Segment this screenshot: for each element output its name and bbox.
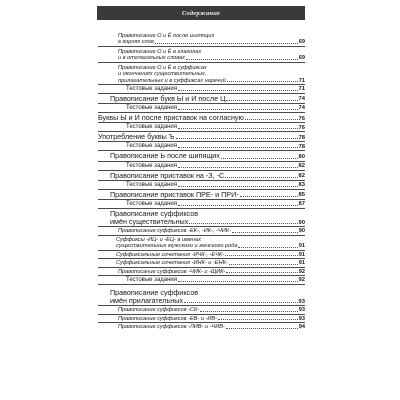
table-of-contents — [98, 22, 305, 331]
toc-entry — [98, 49, 305, 62]
entry-separator — [98, 180, 305, 181]
toc-entry-title: в корнях слов — [118, 39, 154, 46]
toc-entry — [98, 237, 305, 250]
toc-entry-row — [126, 124, 305, 131]
toc-entry-row — [118, 55, 305, 61]
page-number: 92 — [298, 268, 305, 275]
dot-leader — [229, 264, 298, 265]
entry-separator — [98, 314, 305, 315]
toc-entry-row — [110, 172, 305, 180]
toc-entry — [98, 143, 305, 150]
toc-entry-line: Правописание суффиксов — [110, 287, 199, 297]
toc-entry-title: Правописание суффиксов -ЧИК- и -ЩИК- — [118, 268, 226, 275]
toc-entry-row — [110, 218, 305, 226]
toc-entry — [98, 307, 305, 313]
toc-entry-row — [116, 252, 305, 258]
dot-leader — [225, 255, 298, 256]
toc-entry-row — [126, 105, 305, 112]
toc-entry-title: и в отглагольных словах — [118, 55, 185, 62]
toc-entry — [98, 269, 305, 275]
entry-separator — [98, 103, 305, 104]
toc-entry-line: Правописание суффиксов — [110, 208, 199, 218]
dot-leader — [178, 128, 298, 129]
page-number: 74 — [298, 96, 305, 103]
entry-separator — [98, 141, 305, 142]
toc-entry-row — [118, 228, 305, 234]
entry-separator — [98, 305, 305, 306]
toc-entry — [98, 182, 305, 189]
toc-entry-row — [126, 143, 305, 150]
dot-leader — [218, 319, 298, 320]
entry-separator — [98, 226, 305, 227]
page-number: 93 — [298, 298, 305, 305]
dot-leader — [226, 100, 297, 101]
toc-entry-title: Правописание суффиксов -ЕК-, -ИК-, -ЧИК- — [118, 228, 231, 235]
dot-leader — [178, 205, 298, 206]
page-number: 78 — [298, 134, 305, 141]
entry-separator — [98, 258, 305, 259]
toc-entry — [98, 152, 305, 160]
toc-entry-title: Суффиксальные сочетания -ИЧК-, -ЕЧК- — [116, 251, 225, 258]
toc-entry-title: прилагательных и в суффиксах наречий — [118, 77, 226, 84]
entry-separator — [98, 250, 305, 251]
toc-entry-title: Тестовые задания — [126, 181, 178, 188]
page-number: 71 — [298, 77, 305, 84]
toc-entry — [98, 324, 305, 330]
dot-leader — [178, 147, 298, 148]
page-number: 90 — [298, 228, 305, 235]
dot-leader — [178, 186, 298, 187]
toc-entry-row — [110, 95, 305, 103]
dot-leader — [245, 119, 298, 120]
dot-leader — [240, 196, 298, 197]
entry-separator — [98, 284, 305, 285]
toc-entry-title: имён существительных — [110, 217, 189, 227]
toc-entry — [98, 105, 305, 112]
toc-entry-row — [98, 133, 305, 141]
dot-leader — [200, 311, 298, 312]
dot-leader — [176, 138, 298, 139]
page-number: 78 — [298, 143, 305, 150]
toc-entry-title: Тестовые задания — [126, 200, 178, 207]
toc-entry — [98, 210, 305, 227]
toc-entry — [98, 201, 305, 208]
toc-entry-row — [118, 307, 305, 313]
toc-entry-title: Буквы Ы и И после приставок на согласную — [98, 113, 244, 123]
toc-entry — [98, 65, 305, 84]
page-title: Содержание — [181, 9, 221, 17]
toc-entry-line: Правописание О и Ё после шипящих — [118, 33, 215, 39]
entry-separator — [98, 322, 305, 323]
header-band — [97, 6, 305, 20]
page-number: 80 — [298, 153, 305, 160]
toc-entry-row — [126, 163, 305, 170]
toc-entry-row — [110, 297, 305, 305]
toc-entry-title: Правописание суффиксов -ЕВ- и -ИВ- — [118, 315, 217, 322]
page-number: 76 — [298, 124, 305, 131]
page-number: 74 — [298, 105, 305, 112]
toc-entry-title: Тестовые задания — [126, 85, 178, 92]
toc-entry-title: Тестовые задания — [126, 162, 178, 169]
page-number: 91 — [298, 260, 305, 267]
toc-entry — [98, 191, 305, 199]
toc-entry-row — [118, 324, 305, 330]
toc-entry — [98, 86, 305, 93]
dot-leader — [227, 81, 298, 82]
toc-entry — [98, 289, 305, 306]
toc-entry — [98, 33, 305, 46]
toc-entry — [98, 172, 305, 180]
toc-entry-title: Тестовые задания — [126, 276, 178, 283]
toc-entry — [98, 316, 305, 322]
toc-entry-row — [110, 191, 305, 199]
toc-entry-title: Правописание приставок ПРЕ- и ПРИ- — [110, 189, 239, 199]
toc-entry-row — [118, 78, 305, 84]
page-number: 69 — [298, 39, 305, 46]
page-number: 82 — [298, 162, 305, 169]
toc-entry-title: Тестовые задания — [126, 124, 178, 131]
dot-leader — [225, 177, 297, 178]
page-number: 94 — [298, 324, 305, 331]
toc-entry-row — [110, 152, 305, 160]
toc-entry-title: имён прилагательных — [110, 296, 183, 306]
toc-entry-row — [118, 39, 305, 45]
dot-leader — [178, 167, 298, 168]
toc-entry-row — [126, 86, 305, 93]
page-number: 85 — [298, 192, 305, 199]
toc-entry-row — [118, 269, 305, 275]
entry-separator — [98, 62, 305, 63]
toc-entry — [98, 124, 305, 131]
toc-entry-title: Правописание Ь после шипящих — [110, 151, 220, 161]
toc-entry-row — [126, 182, 305, 189]
entry-separator — [98, 275, 305, 276]
toc-entry-row — [126, 201, 305, 208]
entry-separator — [98, 199, 305, 200]
page-number: 71 — [298, 86, 305, 93]
page-number: 83 — [298, 182, 305, 189]
toc-entry-title: Тестовые задания — [126, 143, 178, 150]
toc-entry — [98, 114, 305, 122]
entry-separator — [98, 84, 305, 85]
page-number: 91 — [298, 251, 305, 258]
dot-leader — [226, 272, 297, 273]
page-number: 93 — [298, 315, 305, 322]
toc-entry — [98, 133, 305, 141]
entry-separator — [98, 235, 305, 236]
toc-entry-line: и окончаниях существительных, — [118, 71, 207, 78]
toc-entry-title: Суффиксальные сочетания -ИНК- и -ЕНК- — [116, 260, 228, 267]
toc-entry — [98, 163, 305, 170]
toc-entry-title: Тестовые задания — [126, 105, 178, 112]
toc-entry-row — [116, 260, 305, 266]
page-number: 93 — [298, 307, 305, 314]
toc-entry-title: существительных мужского и женского рода — [116, 243, 238, 250]
dot-leader — [189, 223, 297, 224]
page-number: 92 — [298, 277, 305, 284]
entry-separator — [98, 46, 305, 47]
page-number: 87 — [298, 201, 305, 208]
page-number: 90 — [298, 219, 305, 226]
page-number: 82 — [298, 173, 305, 180]
toc-entry-title: Правописание суффиксов -СК- — [118, 307, 200, 314]
dot-leader — [155, 43, 298, 44]
toc-entry-row — [116, 243, 305, 249]
dot-leader — [184, 302, 298, 303]
toc-entry-title: Правописание приставок на -З, -С — [110, 170, 225, 180]
toc-entry-row — [118, 316, 305, 322]
toc-entry-row — [98, 114, 305, 122]
dot-leader — [178, 281, 298, 282]
dot-leader — [226, 328, 298, 329]
entry-separator — [98, 267, 305, 268]
toc-entry-title: Правописание букв Ы и И после Ц — [110, 93, 226, 103]
toc-entry-title: Употребление буквы Ъ — [98, 132, 175, 142]
toc-entry — [98, 228, 305, 234]
entry-separator — [98, 161, 305, 162]
toc-entry-title: Правописание суффиксов -ЛИВ- и -ЧИВ- — [118, 324, 225, 331]
toc-entry — [98, 260, 305, 266]
page-number: 69 — [298, 55, 305, 62]
toc-entry-row — [126, 277, 305, 284]
toc-entry — [98, 252, 305, 258]
dot-leader — [178, 109, 298, 110]
dot-leader — [232, 232, 298, 233]
toc-entry-line: Правописание О и Ё в глаголах — [118, 48, 202, 55]
toc-entry-line: Правописание О и Ё в суффиксах — [118, 64, 207, 71]
dot-leader — [221, 158, 298, 159]
dot-leader — [238, 247, 297, 248]
dot-leader — [178, 90, 298, 91]
entry-separator — [98, 122, 305, 123]
dot-leader — [186, 59, 298, 60]
page-number: 76 — [298, 115, 305, 122]
toc-entry-line: Суффиксы -ИЦ- и -ЕЦ- в именах — [116, 236, 201, 243]
toc-entry — [98, 277, 305, 284]
toc-entry — [98, 95, 305, 103]
page-number: 91 — [298, 243, 305, 250]
